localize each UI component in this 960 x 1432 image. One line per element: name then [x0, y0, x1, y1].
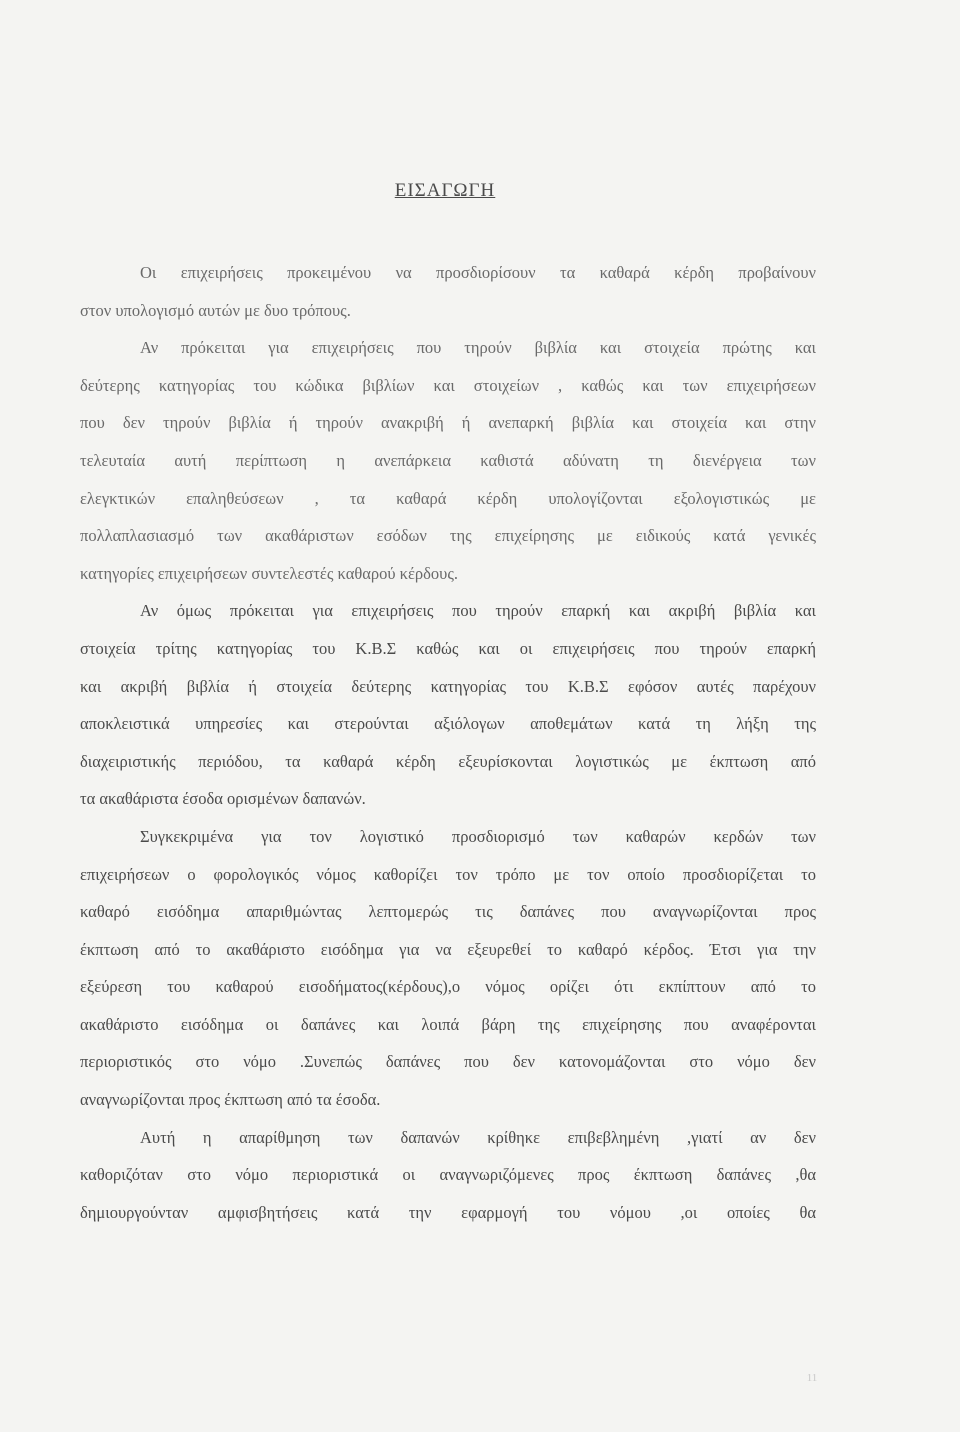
text-line: Συγκεκριμένα για τον λογιστικό προσδιορισμό των καθαρών κερδών των: [140, 826, 816, 846]
text-line: περιοριστικός στο νόμο .Συνεπώς δαπάνες που δεν κατονομάζονται στο νόμο δεν: [80, 1052, 816, 1072]
text-line: Αν πρόκειται για επιχειρήσεις που τηρούν βιβλία και στοιχεία πρώτης και: [140, 338, 816, 358]
text-line: Οι επιχειρήσεις προκειμένου να προσδιορίσουν τα καθαρά κέρδη προβαίνουν: [140, 263, 816, 282]
text-line: και ακριβή βιβλία ή στοιχεία δεύτερης κατηγορίας του Κ.Β.Σ εφόσον αυτές παρέχουν: [80, 676, 816, 696]
text-line: ακαθάριστο εισόδημα οι δαπάνες και λοιπά βάρη της επιχείρησης που αναφέρονται: [80, 1014, 816, 1034]
text-line: Αν όμως πρόκειται για επιχειρήσεις που τηρούν επαρκή και ακριβή βιβλία και: [140, 601, 816, 621]
text-line: δεύτερης κατηγορίας του κώδικα βιβλίων και στοιχείων , καθώς και των επιχειρήσεων: [80, 375, 816, 395]
text-line: ελεγκτικών επαληθεύσεων , τα καθαρά κέρδη υπολογίζονται εξολογιστικώς με: [80, 488, 816, 508]
text-line: δημιουργούνταν αμφισβητήσεις κατά την εφαρμογή του νόμου ,οι οποίες θα: [80, 1202, 816, 1222]
text-line: αναγνωρίζονται προς έκπτωση από τα έσοδα.: [80, 1090, 381, 1110]
text-line: τα ακαθάριστα έσοδα ορισμένων δαπανών.: [80, 789, 366, 809]
text-line: αποκλειστικά υπηρεσίες και στερούνται αξιόλογων αποθεμάτων κατά τη λήξη της: [80, 714, 816, 734]
text-line: έκπτωση από το ακαθάριστο εισόδημα για να εξευρεθεί το καθαρό κέρδος. Έτσι για την: [80, 939, 816, 959]
text-line: στον υπολογισμό αυτών με δυο τρόπους.: [80, 300, 351, 320]
text-line: τελευταία αυτή περίπτωση η ανεπάρκεια καθιστά αδύνατη τη διενέργεια των: [80, 450, 816, 470]
text-line: κατηγορίες επιχειρήσεων συντελεστές καθαρού κέρδους.: [80, 563, 458, 583]
text-line: εξεύρεση του καθαρού εισοδήματος(κέρδους),ο νόμος ορίζει ότι εκπίπτουν από το: [80, 977, 816, 997]
text-line: επιχειρήσεων ο φορολογικός νόμος καθορίζει τον τρόπο με τον οποίο προσδιορίζεται το: [80, 864, 816, 884]
text-line: καθοριζόταν στο νόμο περιοριστικά οι αναγνωριζόμενες προς έκπτωση δαπάνες ,θα: [80, 1165, 816, 1185]
page-number: 11: [806, 1372, 818, 1384]
text-line: Αυτή η απαρίθμηση των δαπανών κρίθηκε επιβεβλημένη ,γιατί αν δεν: [140, 1127, 816, 1147]
text-line: διαχειριστικής περιόδου, τα καθαρά κέρδη εξευρίσκονται λογιστικώς με έκπτωση από: [80, 751, 816, 771]
text-line: στοιχεία τρίτης κατηγορίας του Κ.Β.Σ καθώς και οι επιχειρήσεις που τηρούν επαρκή: [80, 638, 816, 658]
body-text: [80, 254, 816, 1231]
text-line: καθαρό εισόδημα απαριθμώντας λεπτομερώς τις δαπάνες που αναγνωρίζονται προς: [80, 902, 816, 922]
text-line: πολλαπλασιασμό των ακαθάριστων εσόδων της επιχείρησης με ειδικούς κατά γενικές: [80, 526, 816, 546]
page-title: ΕΙΣΑΓΩΓΗ: [394, 180, 496, 201]
text-line: που δεν τηρούν βιβλία ή τηρούν ανακριβή ή ανεπαρκή βιβλία και στοιχεία και στην: [80, 413, 816, 433]
